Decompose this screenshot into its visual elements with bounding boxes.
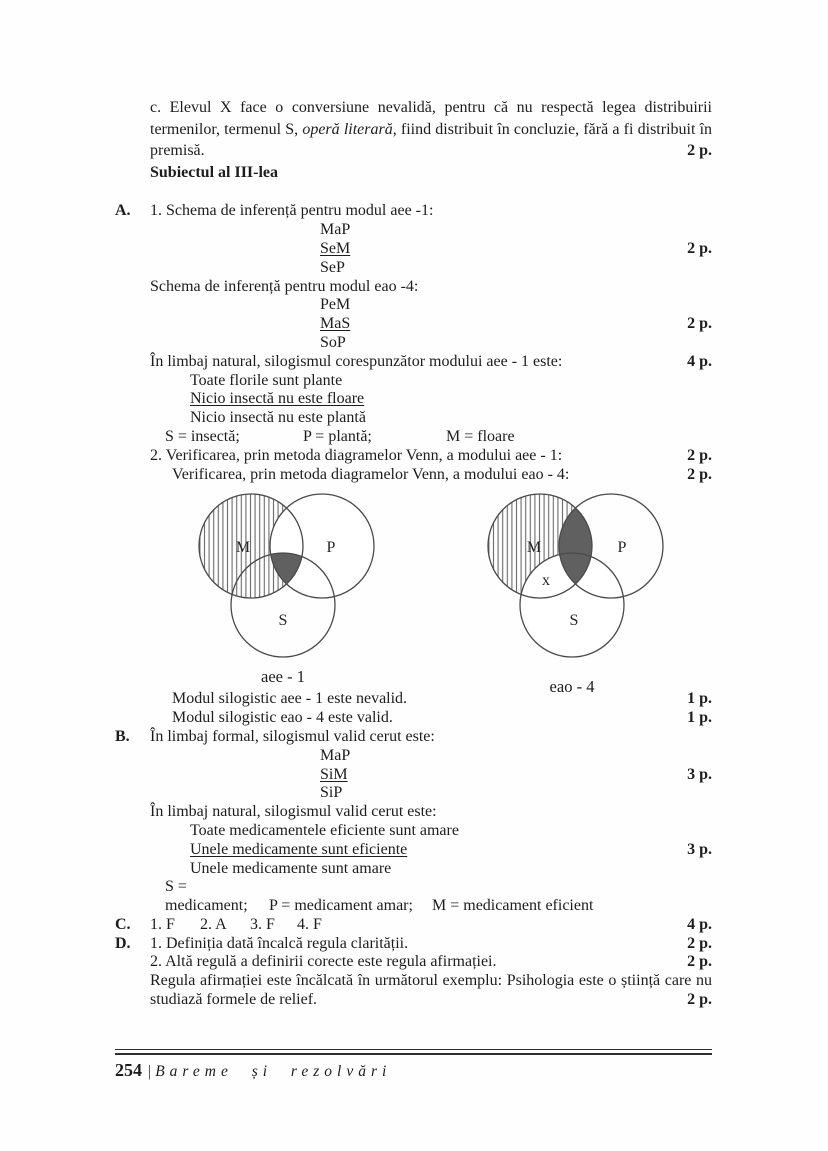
footer-separator: | [148,1063,152,1080]
paragraph-conversion-answer [150,97,712,162]
section-d-line1 [115,935,712,954]
section-b-natural-title: În limbaj natural, silogismul valid cerut este: [150,803,437,821]
section-a-item1b-title: Schema de inferență pentru modul eao -4: [150,277,419,295]
schemaB-premise2-row [115,766,712,785]
syllogism-premise2-row [115,390,712,409]
result2-row [115,709,712,728]
answer-2: 2. A [200,915,227,933]
venn-diagram-eao4-icon [482,484,682,660]
section-d-line2 [115,953,712,972]
section-a-label: A. [115,202,131,220]
footer-title: Bareme și rezolvări [155,1063,392,1080]
result1-text: Modul silogistic aee - 1 este nevalid. [172,690,408,708]
section-d-line2-text: 2. Altă regulă a definirii corecte este regula afirmației. [150,953,497,971]
schema2-premise1: PeM [320,296,351,314]
schema1-premise1: MaP [320,221,351,239]
syllogismB-premise2-row [115,841,712,860]
venn1-title: 2. Verificarea, prin metoda diagramelor Venn, a modului aee - 1: [150,446,563,464]
points-badge: 2 p. [687,934,712,952]
points-badge: 2 p. [687,953,712,971]
intro-text-end: , fiind distribuit în concluzie, fără a fi distribuit în premisă. [150,120,713,160]
section-d-line3-text: Regula afirmației este încălcată în următorul exemplu: Psihologia este o știință care nu studiază formele de relief. [150,972,712,1009]
natural-title-row [115,353,712,372]
points-badge: 3 p. [687,765,712,783]
points-badge: 2 p. [687,239,712,257]
section-c-label: C. [115,915,131,933]
venn1-label-p: P [326,539,336,557]
points-badge: 2 p. [687,465,712,483]
schema1-premise2: SeM [320,239,351,257]
legend-b-s: S = medicament; [165,878,248,915]
result2-text: Modul silogistic eao - 4 este valid. [172,709,393,727]
points-badge: 1 p. [687,690,712,708]
section-b-title [115,728,712,747]
schemaB-premise1: MaP [320,746,351,764]
schema2-premise2-row [115,315,712,334]
venn2-caption: eao - 4 [549,677,595,697]
subject-heading: Subiectul al III-lea [150,163,279,181]
section-d-label: D. [115,934,131,952]
answer-1: 1. F [150,915,175,933]
answer-3: 3. F [250,915,275,933]
syllogismB-conclusion: Unele medicamente sunt amare [190,859,392,877]
points-badge: 2 p. [687,142,712,160]
section-b-formal-title: În limbaj formal, silogismul valid cerut este: [150,727,435,745]
natural-title: În limbaj natural, silogismul corespunzător modului aee - 1 este: [150,352,563,370]
points-badge: 2 p. [687,991,712,1009]
legend-b-m: M = medicament eficient [432,897,594,915]
venn2-label-x: x [542,572,550,590]
venn1-title-row [115,447,712,466]
points-badge: 2 p. [687,315,712,333]
section-d-line1-text: 1. Definiția dată încalcă regula clarității. [150,934,409,952]
venn1-caption: aee - 1 [261,667,305,687]
legend-a [115,428,712,447]
legend-a-s: S = insectă; [165,427,240,445]
syllogism-premise1: Toate florile sunt plante [190,371,343,389]
schema2-premise2: MaS [320,315,351,333]
schema1-conclusion: SeP [320,258,345,276]
answer-4: 4. F [297,915,322,933]
section-a-item1-title: 1. Schema de inferență pentru modul aee -1: [150,202,434,220]
legend-a-p: P = plantă; [303,427,372,445]
venn2-title-row [115,466,712,485]
intro-text: c. Elevul X face o conversiune nevalidă, pentru că nu respectă legea distribuirii termenilor, termenul S, [150,99,712,138]
venn-diagrams [115,484,712,697]
section-a-title [115,202,712,221]
legend-b-p: P = medicament amar; [269,897,413,915]
schemaB-conclusion: SiP [320,784,343,802]
syllogism-premise2: Nicio insectă nu este floare [190,390,365,408]
section-b-label: B. [115,727,130,745]
venn2-label-p: P [617,539,627,557]
legend-a-m: M = floare [446,427,515,445]
footer-text [115,1060,712,1082]
syllogismB-premise2: Unele medicamente sunt eficiente [190,840,408,858]
page-number: 254 [115,1060,142,1080]
points-badge: 4 p. [687,915,712,933]
venn-figure-aee1 [193,484,393,687]
points-badge: 4 p. [687,352,712,370]
legend-b [115,878,712,916]
schemaB-premise2: SiM [320,765,348,783]
section-c-row [115,916,712,935]
syllogism-conclusion: Nicio insectă nu este plantă [190,409,366,427]
venn2-label-m: M [526,539,542,557]
intro-italic-term: operă literară [302,120,393,138]
footer-rule [115,1049,712,1055]
venn-diagram-aee1-icon [193,484,393,660]
venn1-label-m: M [235,539,251,557]
points-badge: 3 p. [687,840,712,858]
schema2-conclusion: SoP [320,333,346,351]
schema1-premise2-row [115,240,712,259]
points-badge: 2 p. [687,446,712,464]
result1-row [115,690,712,709]
venn1-label-s: S [278,612,288,630]
venn2-label-s: S [569,612,579,630]
venn-figure-eao4 [482,484,682,697]
section-d-line3 [115,972,712,1010]
syllogismB-premise1: Toate medicamentele eficiente sunt amare [190,821,459,839]
venn2-title: Verificarea, prin metoda diagramelor Venn, a modului eao - 4: [172,465,570,483]
page-footer [115,1049,712,1082]
document-body [115,97,712,1010]
points-badge: 1 p. [687,709,712,727]
